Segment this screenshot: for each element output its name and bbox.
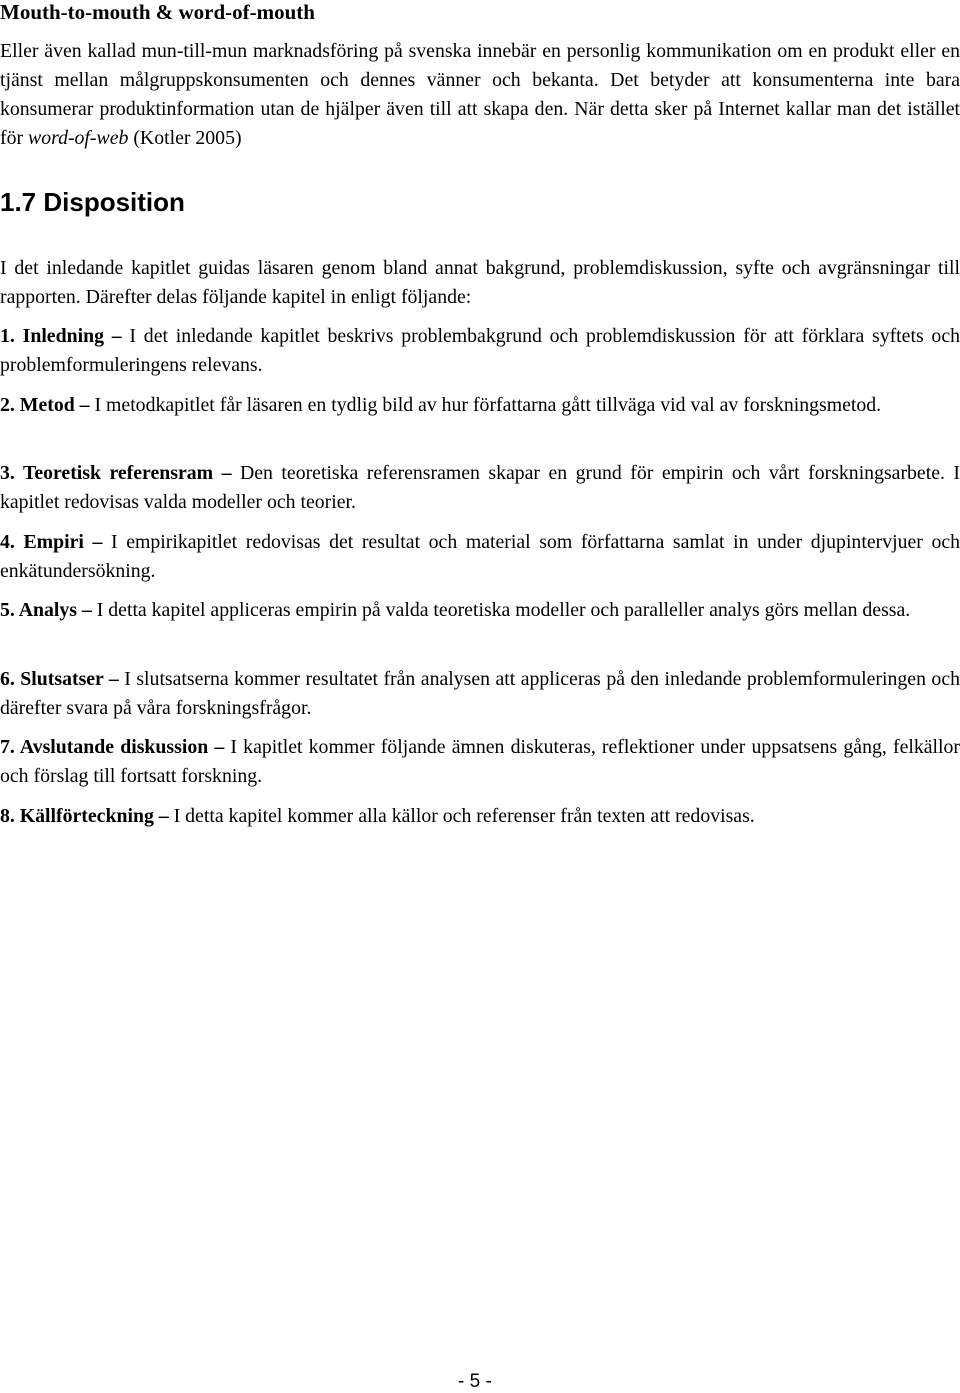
page-number: - 5 - (458, 1371, 492, 1392)
disposition-item-analys (0, 596, 960, 625)
disposition-item-metod (0, 391, 960, 420)
disposition-intro: I det inledande kapitlet guidas läsaren genom bland annat bakgrund, problemdiskussion, syfte och avgränsningar till rapporten. Därefter delas följande kapitel in enligt följande: (0, 257, 960, 308)
item-title: 2. Metod – (0, 394, 90, 416)
disposition-item-teoretisk-referensram (0, 459, 960, 517)
disposition-item-avslutande-diskussion (0, 733, 960, 791)
disposition-item-inledning (0, 322, 960, 380)
item-text: I detta kapitel appliceras empirin på valda teoretiska modeller och paralleller analys görs mellan dessa. (91, 599, 911, 621)
word-of-web-term: word-of-web (28, 127, 129, 149)
item-title: 3. Teoretisk referensram – (0, 462, 232, 484)
item-text: I detta kapitel kommer alla källor och referenser från texten att redovisas. (168, 805, 755, 827)
item-text: I kapitlet kommer följande ämnen diskuteras, reflektioner under uppsatsens gång, felkällor och förslag till fortsatt forskning. (0, 736, 960, 787)
chapter-heading: 1.7 Disposition (0, 187, 185, 217)
item-title: 8. Källförteckning – (0, 805, 169, 827)
item-title: 7. Avslutande diskussion – (0, 736, 225, 758)
disposition-item-kallforteckning (0, 802, 960, 831)
citation: (Kotler 2005) (128, 127, 242, 149)
item-text: I empirikapitlet redovisas det resultat och material som författarna samlat in under djupintervjuer och enkätundersökning. (0, 531, 960, 582)
item-text: Den teoretiska referensramen skapar en grund för empirin och vårt forskningsarbete. I kapitlet redovisas valda modeller och teorier. (0, 462, 960, 513)
item-title: 5. Analys – (0, 599, 92, 621)
section-paragraph-text: Eller även kallad mun-till-mun marknadsföring på svenska innebär en personlig kommunikation om en produkt eller en tjänst mellan målgruppskonsumenten och dennes vänner och bekanta. Det betyder att konsumenterna inte bara konsumerar produktinformation utan de hjälper även till att skapa den. När detta sker på Internet kallar man det istället för (0, 40, 960, 149)
item-title: 1. Inledning – (0, 325, 122, 347)
item-text: I slutsatserna kommer resultatet från analysen att appliceras på den inledande problemformuleringen och därefter svara på våra forskningsfrågor. (0, 668, 960, 719)
section-paragraph (0, 37, 960, 153)
item-text: I det inledande kapitlet beskrivs problembakgrund och problemdiskussion för att förklara syftets och problemformuleringens relevans. (0, 325, 960, 376)
item-title: 4. Empiri – (0, 531, 103, 553)
disposition-item-empiri (0, 528, 960, 586)
item-title: 6. Slutsatser – (0, 668, 119, 690)
section-heading: Mouth-to-mouth & word-of-mouth (0, 0, 315, 24)
item-text: I metodkapitlet får läsaren en tydlig bild av hur författarna gått tillväga vid val av forskningsmetod. (89, 394, 882, 416)
disposition-item-slutsatser (0, 665, 960, 723)
